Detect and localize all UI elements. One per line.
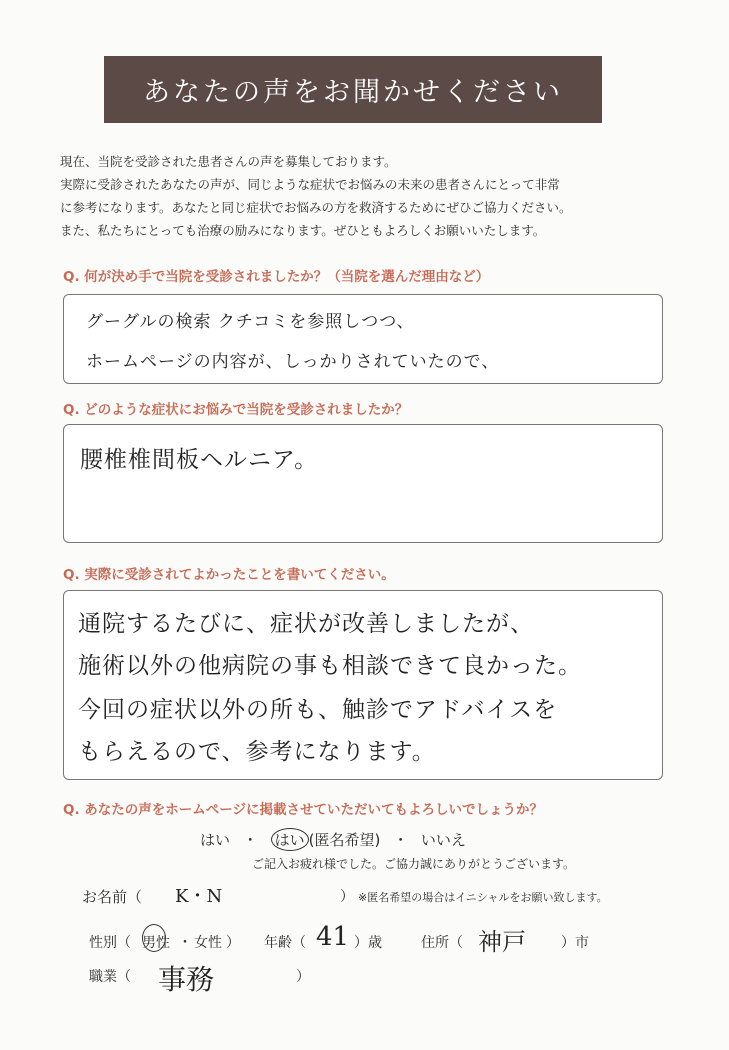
option-no[interactable]: いいえ (420, 831, 466, 849)
gender-female[interactable]: 女性 (194, 935, 222, 951)
answer-1-line: グーグルの検索 クチコミを参照しつつ、 (86, 312, 415, 332)
question-3: Q. 実際に受診されてよかったことを書いてください。 (63, 567, 395, 583)
job-value[interactable]: 事務 (158, 963, 215, 996)
publish-options (200, 828, 466, 851)
intro-line: に参考になります。あなたと同じ症状でお悩みの方を救済するためにぜひご協力ください。 (60, 200, 572, 215)
answer-3-line: 施術以外の他病院の事も相談できて良かった。 (78, 653, 582, 679)
option-yes[interactable]: はい (200, 831, 231, 849)
answer-1-line: ホームページの内容が、しっかりされていたので、 (86, 352, 500, 372)
option-anonymous-circled[interactable]: はい (271, 828, 309, 851)
thanks-text: ご記入お疲れ様でした。ご協力誠にありがとうございます。 (252, 857, 576, 871)
answer-2-line: 腰椎椎間板ヘルニア。 (80, 447, 319, 473)
name-close: ） (340, 889, 354, 905)
address-value[interactable]: 神戸 (478, 928, 526, 956)
job-close: ） (296, 969, 310, 985)
question-1: Q. 何が決め手で当院を受診されましたか？（当院を選んだ理由など） (63, 269, 490, 285)
address-close: ）市 (561, 935, 589, 951)
age-value[interactable]: 41 (316, 922, 350, 952)
intro-text (60, 150, 680, 242)
job-label: 職業（ (89, 969, 131, 985)
intro-line: また、私たちにとっても治療の励みになります。ぜひともよろしくお願いいたします。 (60, 223, 546, 238)
gender-male[interactable]: 男性 (142, 935, 170, 951)
answer-3-line: 今回の症状以外の所も、触診でアドバイスを (78, 697, 558, 723)
gender-label: 性別（ (89, 935, 131, 951)
intro-line: 現在、当院を受診された患者さんの声を募集しております。 (60, 154, 397, 169)
answer-box-1 (63, 294, 663, 384)
answer-box-2 (63, 424, 663, 543)
option-separator: ・ (393, 831, 409, 849)
name-label: お名前（ (82, 888, 143, 906)
page-title: あなたの声をお聞かせください (104, 56, 602, 123)
question-4: Q. あなたの声をホームページに掲載させていただいてもよろしいでしょうか？ (63, 802, 544, 818)
option-separator: ・ (242, 831, 258, 849)
answer-3-line: 通院するたびに、症状が改善しましたが、 (78, 611, 534, 637)
age-close: ）歳 (354, 935, 382, 951)
answer-3-line: もらえるので、参考になります。 (78, 739, 436, 765)
address-label: 住所（ (421, 935, 463, 951)
question-2: Q. どのような症状にお悩みで当院を受診されましたか？ (63, 402, 409, 418)
gender-close: ） (226, 935, 240, 951)
answer-box-3 (63, 590, 663, 780)
option-anonymous-suffix: (匿名希望) (308, 831, 381, 849)
gender-separator: ・ (178, 935, 192, 951)
name-value[interactable]: K・N (175, 886, 223, 907)
age-label: 年齢（ (264, 935, 306, 951)
intro-line: 実際に受診されたあなたの声が、同じような症状でお悩みの未来の患者さんにとって非常 (60, 177, 560, 192)
name-note: ※匿名希望の場合はイニシャルをお願い致します。 (358, 891, 608, 904)
